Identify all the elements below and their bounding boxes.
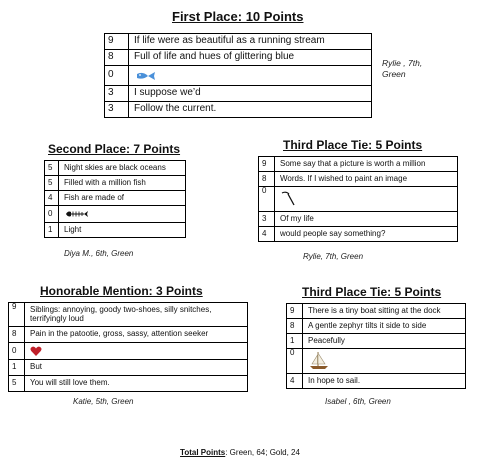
table-row <box>45 223 186 238</box>
syllable-count: 3 <box>105 102 129 118</box>
syllable-count: 9 <box>259 157 275 172</box>
sailboat-icon <box>308 351 330 371</box>
poem-line-icon-cell <box>59 206 186 223</box>
table-row <box>105 86 372 102</box>
syllable-count: 1 <box>287 334 303 349</box>
honorable-mention-title: Honorable Mention: 3 Points <box>40 284 203 298</box>
table-row <box>287 304 466 319</box>
poem-line: Some say that a picture is worth a million <box>275 157 458 172</box>
poem-line: Full of life and hues of glittering blue <box>129 50 372 66</box>
poem-line: Pain in the patootie, gross, sassy, attention seeker <box>25 327 248 343</box>
poem-line: Peacefully <box>303 334 466 349</box>
syllable-count: 0 <box>287 349 303 374</box>
poem-line: Fish are made of <box>59 191 186 206</box>
syllable-count: 0 <box>9 343 25 360</box>
poem-line-icon-cell <box>129 66 372 86</box>
syllable-count: 8 <box>287 319 303 334</box>
table-row <box>105 50 372 66</box>
honorable-mention-poem-table <box>8 302 248 392</box>
second-place-title: Second Place: 7 Points <box>48 142 181 156</box>
syllable-count: 3 <box>259 212 275 227</box>
fish-skeleton-icon <box>64 209 90 219</box>
table-row <box>105 34 372 50</box>
third-place-tie-title: Third Place Tie: 5 Points <box>283 138 423 152</box>
poem-line: Siblings: annoying, goody two-shoes, silly snitches, terrifyingly loud <box>25 303 248 327</box>
first-place-credit: Rylie , 7th, Green <box>382 58 423 80</box>
third-place-tie-poem-table <box>258 156 458 242</box>
syllable-count: 8 <box>9 327 25 343</box>
syllable-count: 9 <box>105 34 129 50</box>
poem-line: Night skies are black oceans <box>59 161 186 176</box>
table-row <box>259 227 458 242</box>
table-row <box>45 161 186 176</box>
syllable-count: 4 <box>287 374 303 389</box>
third-place-tie-title-2: Third Place Tie: 5 Points <box>302 285 442 299</box>
credit-grade: 7th, <box>408 58 423 68</box>
poem-line: A gentle zephyr tilts it side to side <box>303 319 466 334</box>
poem-line-icon-cell <box>25 343 248 360</box>
poem-line: Filled with a million fish <box>59 176 186 191</box>
total-points-value: : Green, 64; Gold, 24 <box>225 448 300 457</box>
poem-line-icon-cell <box>275 187 458 212</box>
syllable-count: 3 <box>105 86 129 102</box>
poem-line: If life were as beautiful as a running stream <box>129 34 372 50</box>
poem-line: Of my life <box>275 212 458 227</box>
table-row <box>45 191 186 206</box>
table-row <box>9 360 248 376</box>
syllable-count: 9 <box>9 303 25 327</box>
table-row <box>9 327 248 343</box>
first-place-title: First Place: 10 Points <box>172 9 304 24</box>
syllable-count: 4 <box>45 191 59 206</box>
syllable-count: 4 <box>259 227 275 242</box>
table-row <box>287 374 466 389</box>
total-points <box>0 448 480 457</box>
table-row <box>9 303 248 327</box>
syllable-count: 8 <box>259 172 275 187</box>
heart-icon <box>30 346 42 357</box>
syllable-count: 5 <box>45 161 59 176</box>
poem-line: In hope to sail. <box>303 374 466 389</box>
honorable-mention-credit: Katie, 5th, Green <box>73 397 134 406</box>
poem-line: Follow the current. <box>129 102 372 118</box>
second-place-credit: Diya M., 6th, Green <box>64 249 134 258</box>
poem-line: would people say something? <box>275 227 458 242</box>
credit-name: Rylie <box>382 58 401 68</box>
syllable-count: 8 <box>105 50 129 66</box>
poem-line: Light <box>59 223 186 238</box>
syllable-count: 5 <box>45 176 59 191</box>
syllable-count: 0 <box>105 66 129 86</box>
syllable-count: 1 <box>45 223 59 238</box>
poem-line: Words. If I wished to paint an image <box>275 172 458 187</box>
table-row <box>105 102 372 118</box>
syllable-count: 0 <box>45 206 59 223</box>
syllable-count: 9 <box>287 304 303 319</box>
poem-line: But <box>25 360 248 376</box>
paintbrush-icon <box>280 191 298 207</box>
table-row <box>259 172 458 187</box>
total-points-label: Total Points <box>180 448 226 457</box>
fish-icon <box>134 70 158 82</box>
third-place-tie-poem-table-2 <box>286 303 466 389</box>
third-place-tie-credit: Rylie, 7th, Green <box>303 252 364 261</box>
table-row <box>9 343 248 360</box>
second-place-poem-table <box>44 160 186 238</box>
table-row <box>259 157 458 172</box>
syllable-count: 1 <box>9 360 25 376</box>
table-row <box>45 206 186 223</box>
poem-line: I suppose we’d <box>129 86 372 102</box>
poem-line: You will still love them. <box>25 376 248 392</box>
poem-line: There is a tiny boat sitting at the dock <box>303 304 466 319</box>
table-row <box>287 349 466 374</box>
poem-line-icon-cell <box>303 349 466 374</box>
syllable-count: 0 <box>259 187 275 212</box>
first-place-poem-table <box>104 33 372 118</box>
credit-team: Green <box>382 69 406 80</box>
syllable-count: 5 <box>9 376 25 392</box>
table-row <box>9 376 248 392</box>
table-row <box>287 334 466 349</box>
table-row <box>45 176 186 191</box>
table-row <box>287 319 466 334</box>
third-place-tie-credit-2: Isabel , 6th, Green <box>325 397 391 406</box>
table-row <box>259 212 458 227</box>
table-row <box>259 187 458 212</box>
table-row <box>105 66 372 86</box>
